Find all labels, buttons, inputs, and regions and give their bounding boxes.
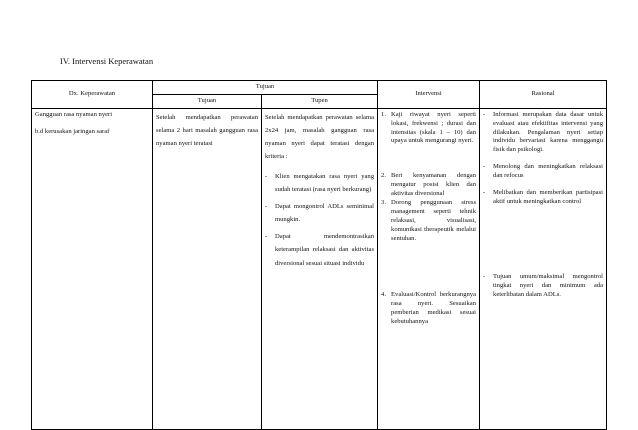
tupan-text: Setelah mendapatkan perawatan selama 2 hari masalah gangguan rasa nyaman nyeri teratasi	[156, 113, 258, 148]
dx-line-1: Gangguan rasa nyaman nyeri	[35, 110, 113, 118]
rasional-item: - Tujuan umum/maksimal mengontrol tingkat nyeri dan minimum ada keterlibatan dalam ADLs.	[483, 272, 604, 298]
rasional-cell	[480, 108, 607, 429]
tupen-intro: Setelah mendapatkan perawatan selama 2x24 jam, masalah gangguan rasa nyaman nyeri dapat teratasi dengan kriteria :	[265, 113, 375, 161]
tupan-cell	[153, 108, 262, 429]
tupen-cell	[262, 108, 378, 429]
tupen-item: - Dapat mongontrol ADLs seminimal mungkin.	[265, 202, 375, 224]
header-intervensi: Intervensi	[378, 81, 480, 109]
intervensi-item: 1. Kaji riwayat nyeri seperti lokasi, frekwensi ; durasi dan intensitas (skala 1 – 10) dan upaya untuk mengurangi nyeri.	[381, 110, 477, 145]
tupen-item: - Klien mengatakan rasa nyeri yang sudah teratasi (rasa nyeri berkurang)	[265, 172, 375, 193]
intervention-table	[31, 80, 607, 430]
rasional-item: - Informasi merupakan data dasar untuk evaluasi atau efektifitas intervensi yang dilakukan. Pengalaman nyeri setiap individu bervariasi karena menggangu fisik dan psikologi.	[483, 110, 604, 154]
intervensi-item: 3. Dorong penggunaan stress management seperti tehnik relaksasi, visualisasi, komunikasi therapeutik melalui sentuhan.	[381, 199, 477, 242]
header-tupan: Tujuan	[153, 94, 262, 108]
header-tujuan: Tujuan	[153, 81, 378, 95]
rasional-item: - Melibatkan dan memberikan partisipasi aktif untuk meningkatkan control	[483, 189, 604, 205]
header-tupen: Tupen	[262, 94, 378, 108]
dx-cell	[32, 108, 153, 429]
tupen-item: - Dapat mendemontrasikan keterampilan relaksasi dan aktivitas diversional sesuai situasi individu	[265, 233, 375, 267]
header-rasional: Rasional	[480, 81, 607, 109]
header-dx: Dx. Keperawatan	[32, 81, 153, 109]
intervensi-item: 4. Evaluasi/Kontrol berkurangnya rasa nyeri. Sesuaikan pemberian medikasi sesuai kebutuhannya	[381, 291, 477, 326]
intervensi-item: 2. Beri kenyamanan dengan mengatur posisi klien dan aktivitas diversional	[381, 172, 477, 198]
intervensi-cell	[378, 108, 480, 429]
dx-line-2: b.d kerusakan jaringan saraf	[35, 127, 110, 135]
section-heading: IV. Intervensi Keperawatan	[60, 56, 154, 66]
rasional-item: - Menolong dan meningkatkan relaksasi dan refocus	[483, 163, 604, 180]
